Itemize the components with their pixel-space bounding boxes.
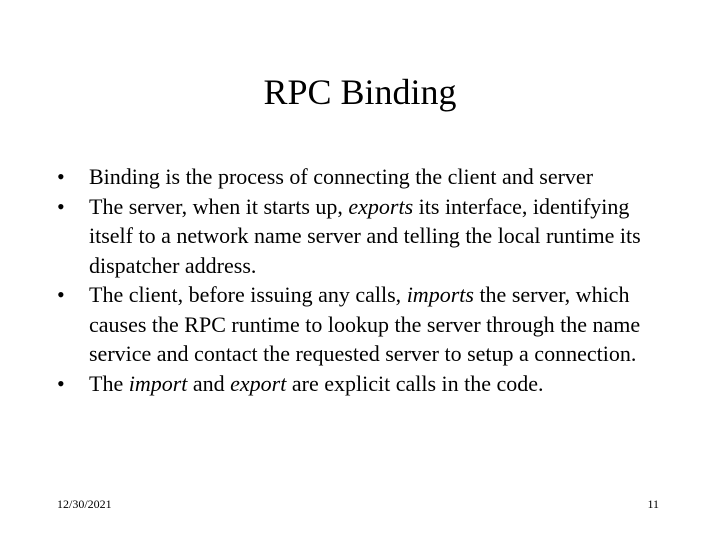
bullet-item (57, 280, 667, 369)
bullet-item (57, 162, 667, 192)
bullet-run: Binding is the process of connecting the client and server (89, 164, 594, 189)
bullet-run: The server, when it starts up, (89, 193, 349, 219)
footer-page-number: 11 (647, 497, 659, 511)
bullet-item (57, 192, 667, 281)
bullet-marker: • (57, 164, 65, 189)
bullet-list (57, 162, 667, 398)
bullet-run: its interface, identifying itself to a network name server and telling the local runtime its dispatcher address. (89, 193, 641, 278)
bullet-run: and (187, 370, 231, 396)
bullet-run: The (89, 370, 129, 396)
slide-title: RPC Binding (263, 72, 457, 112)
bullet-text (89, 164, 593, 189)
bullet-text (89, 371, 544, 396)
bullet-run-italic: imports (406, 282, 474, 307)
bullet-marker: • (57, 193, 65, 219)
bullet-run: are explicit calls in the code. (286, 370, 544, 396)
bullet-run-italic: export (230, 370, 287, 396)
bullet-marker: • (57, 282, 65, 307)
bullet-run: The client, before issuing any calls, (89, 282, 407, 307)
footer-date: 12/30/2021 (57, 497, 112, 511)
bullet-item (57, 369, 667, 399)
bullet-text (89, 282, 640, 366)
bullet-run: the server, which causes the RPC runtime to lookup the server through the name service and contact the requested server to setup a connection. (89, 282, 641, 366)
bullet-text (89, 194, 641, 278)
bullet-marker: • (57, 370, 65, 396)
bullet-run-italic: import (128, 370, 188, 396)
bullet-run-italic: exports (348, 193, 414, 219)
